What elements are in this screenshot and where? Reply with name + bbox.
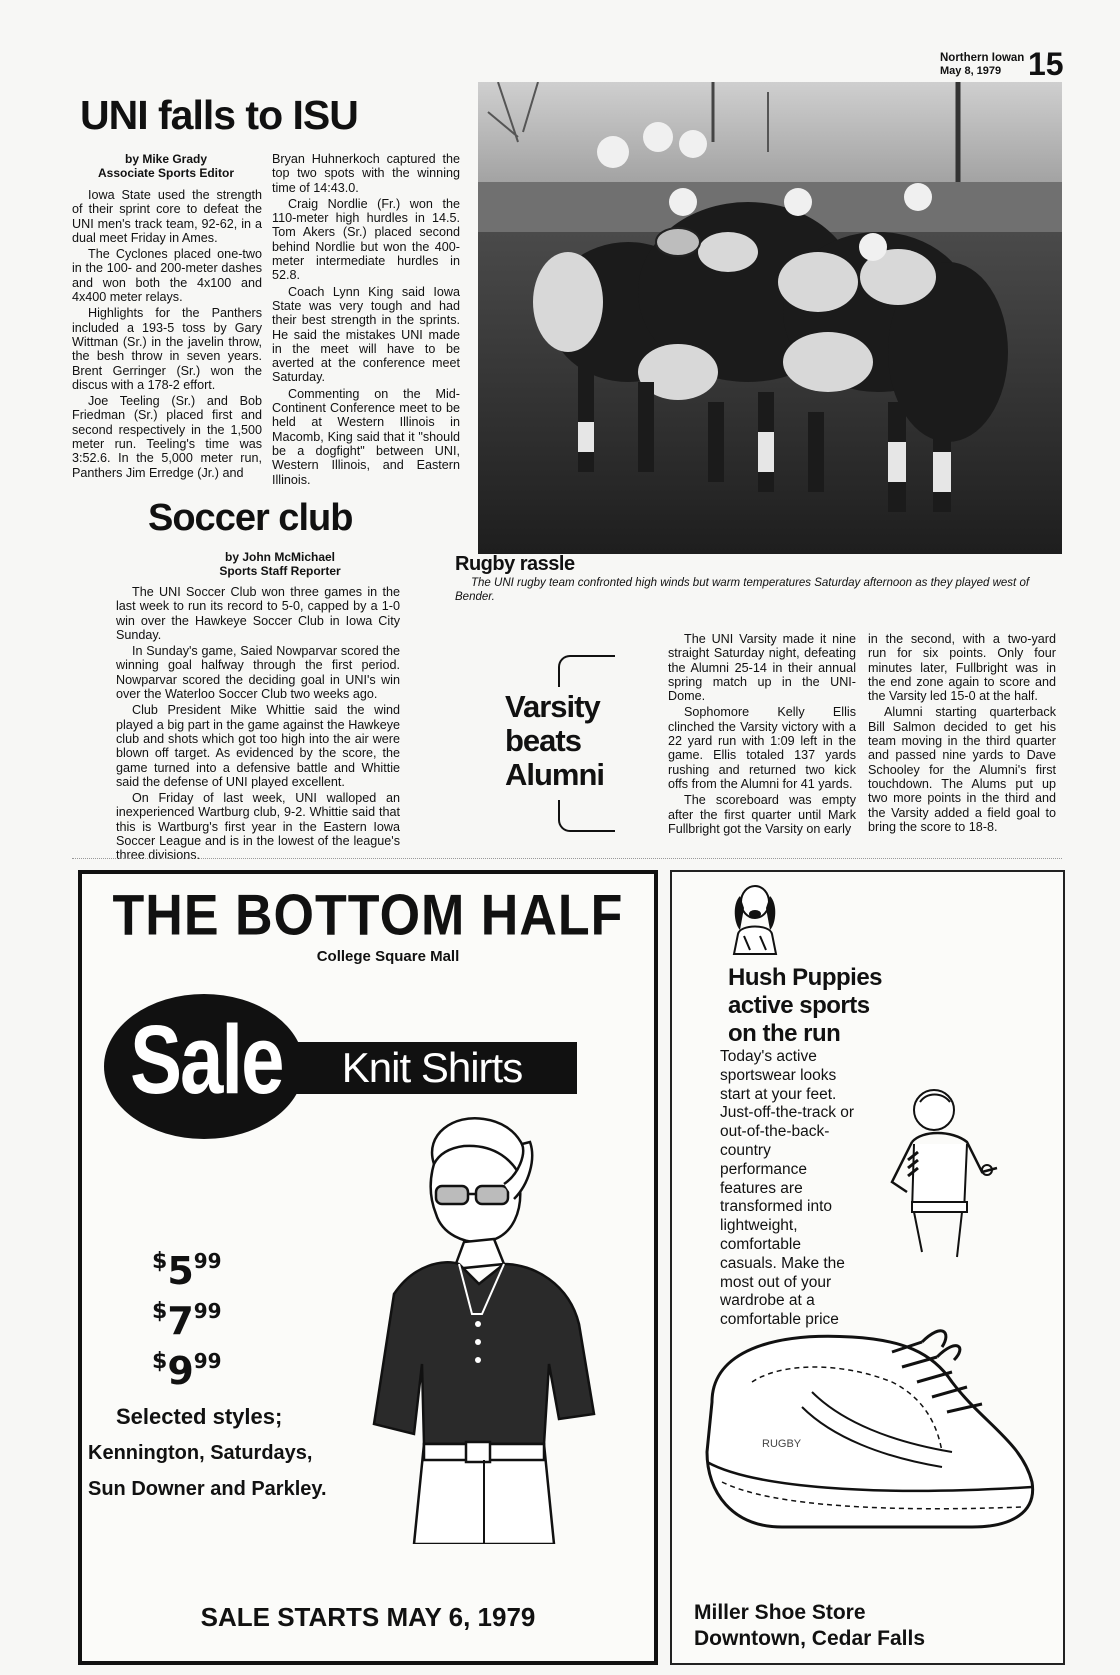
price-2 <box>152 1299 272 1349</box>
isu-column-1 <box>72 188 262 480</box>
photo-caption-title: Rugby rassle <box>455 553 575 575</box>
brand-line-2: Kennington, Saturdays, <box>88 1442 313 1464</box>
rugby-photo <box>478 82 1062 554</box>
isu-c1-p1: Iowa State used the strength of their sprint core to defeat the UNI men's track team, 92-62, in a dual meet Friday in Ames. <box>72 188 262 245</box>
price-1-whole: 5 <box>167 1249 194 1293</box>
hush-copy-line-2: sportswear looks <box>720 1066 837 1084</box>
brand-list <box>88 1399 358 1507</box>
miller-shoe-store <box>694 1600 1044 1652</box>
soccer-p3: Club President Mike Whittie said the wind played a big part in the game against the Hawkeye club and shots which got too high into the air were blown off target. As evidenced by the score, the game turned into a defensive battle and Whittie said the defense of UNI played excellent. <box>116 703 400 789</box>
soccer-byline <box>130 550 430 578</box>
varsity-headline <box>505 690 625 792</box>
bottom-half-ad <box>78 870 658 1665</box>
varsity-headline-line3: Alumni <box>505 757 605 792</box>
hush-copy-line-12: casuals. Make the <box>720 1254 845 1272</box>
rugby-shoe-illustration <box>692 1312 1052 1552</box>
hush-copy-line-15: comfortable price <box>720 1311 839 1329</box>
hush-copy-line-14: wardrobe at a <box>720 1292 815 1310</box>
varsity-column-2 <box>868 632 1056 834</box>
price-3-cents: 99 <box>193 1349 222 1373</box>
isu-byline-title: Associate Sports Editor <box>97 166 235 180</box>
isu-byline-name: by Mike Grady <box>124 152 208 166</box>
isu-c2-p3: Coach Lynn King said Iowa State was very tough and had their best strength in the sprints. He said the mistakes UNI made in the meet will have to be averted at the conference meet Saturday. <box>272 284 460 385</box>
section-divider <box>72 858 1062 859</box>
price-3-dollar: $ <box>152 1349 168 1374</box>
hush-headline-line1: Hush Puppies <box>728 964 883 991</box>
soccer-p1: The UNI Soccer Club won three games in the last week to run its record to 5-0, capped by a 1-0 win over the Hawkeye Soccer Club in Iowa City Sunday. <box>116 585 400 642</box>
hush-copy-line-13: most out of your <box>720 1273 832 1291</box>
hush-puppies-headline <box>728 964 1028 1048</box>
hush-copy-line-10: lightweight, <box>720 1217 798 1235</box>
isu-c2-p4: Commenting on the Mid-Continent Conference meet to be held at Western Illinois in Macomb, King said that it "should be a dogfight" between UNI, Western Illinois, and Eastern Illinois. <box>272 386 460 487</box>
isu-c2-p1: Bryan Huhnerkoch captured the top two spots with the winning time of 14:43.0. <box>272 152 460 195</box>
soccer-column <box>116 585 400 863</box>
shoe-label: RUGBY <box>762 1438 802 1450</box>
varsity-column-1 <box>668 632 856 836</box>
hush-copy-line-5: out-of-the-back- <box>720 1123 830 1141</box>
isu-c2-p2: Craig Nordlie (Fr.) won the 110-meter high hurdles in 14.5. Tom Akers (Sr.) placed second behind Nordlie but won the 400-meter intermediate hurdles in 52.8. <box>272 196 460 283</box>
rugby-scrum-image <box>478 82 1062 554</box>
paper-name: Northern Iowan <box>940 52 1025 64</box>
sale-word: Sale <box>130 1004 283 1114</box>
isu-c1-p4: Joe Teeling (Sr.) and Bob Friedman (Sr.) placed first and second respectively in the 1,500 meter run. Teeling's time was 3:52.6. In the 5,000 meter run, Panthers Jim Erredge (Jr.) and <box>72 394 262 480</box>
varsity-c1-p1: The UNI Varsity made it nine straight Saturday night, defeating the Alumni 25-14 in their annual spring match up in the UNI-Dome. <box>668 632 856 704</box>
hush-headline-line3: on the run <box>728 1020 841 1047</box>
isu-column-2 <box>272 152 460 487</box>
runner-illustration <box>872 1072 1032 1272</box>
price-3 <box>152 1349 272 1399</box>
man-in-knit-shirt-illustration <box>354 1114 614 1544</box>
masthead <box>940 48 1062 82</box>
isu-headline: UNI falls to ISU <box>80 92 358 138</box>
varsity-c1-p2: Sophomore Kelly Ellis clinched the Varsity victory with a 22 yard run with 1:09 left in the game. Ellis totaled 137 yards rushing and returned two kick offs from the Alumni for 41 yards. <box>668 705 856 791</box>
soccer-byline-title: Sports Staff Reporter <box>219 564 341 578</box>
hush-copy-line-6: country <box>720 1141 771 1159</box>
price-1-cents: 99 <box>193 1249 222 1273</box>
store-line-2: Downtown, Cedar Falls <box>694 1627 926 1650</box>
price-list <box>152 1249 272 1399</box>
price-2-dollar: $ <box>152 1299 168 1324</box>
isu-byline <box>70 152 262 180</box>
hush-copy-line-9: transformed into <box>720 1198 832 1216</box>
soccer-byline-name: by John McMichael <box>224 550 336 564</box>
hush-copy-line-1: Today's active <box>720 1048 817 1065</box>
price-2-whole: 7 <box>167 1299 194 1343</box>
isu-c1-p3: Highlights for the Panthers included a 193-5 toss by Gary Wittman (Sr.) in the javelin throw, the besh throw in seven years. Brent Gerringer (Sr.) won the discus with a 178-2 effort. <box>72 306 262 392</box>
hush-copy-line-11: comfortable <box>720 1235 801 1253</box>
price-3-whole: 9 <box>167 1349 194 1393</box>
isu-c1-p2: The Cyclones placed one-two in the 100- and 200-meter dashes and won both the 4x100 and 4x400 meter relays. <box>72 247 262 305</box>
varsity-c2-p2: Alumni starting quarterback Bill Salmon decided to get his team moving in the third quarter and passed nine yards to Dave Schooley for the Alumni's first touchdown. The Alums put up two more points in the third and the Varsity added a field goal to bring the score to 18-8. <box>868 705 1056 834</box>
varsity-bracket-top <box>558 655 615 687</box>
hush-headline-line2: active sports <box>728 992 870 1019</box>
price-1-dollar: $ <box>152 1249 168 1274</box>
hound-dog-logo-icon <box>730 884 780 956</box>
hush-copy-line-4: Just-off-the-track or <box>720 1104 855 1122</box>
knit-shirts-banner: Knit Shirts <box>287 1042 577 1094</box>
brand-line-1: Selected styles; <box>116 1404 283 1429</box>
bottom-half-store-name: THE BOTTOM HALF <box>112 884 624 948</box>
hush-copy-line-7: performance <box>720 1160 808 1178</box>
bottom-half-location: College Square Mall <box>316 948 460 965</box>
soccer-headline: Soccer club <box>148 497 353 539</box>
varsity-c1-p3: The scoreboard was empty after the first quarter until Mark Fullbright got the Varsity on early <box>668 793 856 836</box>
hush-copy-line-8: features are <box>720 1179 803 1197</box>
sale-start-date: SALE STARTS MAY 6, 1979 <box>200 1602 536 1632</box>
hush-puppies-ad <box>670 870 1065 1665</box>
price-2-cents: 99 <box>193 1299 222 1323</box>
store-line-1: Miller Shoe Store <box>694 1601 866 1624</box>
varsity-c2-p1: in the second, with a two-yard run for six points. Only four minutes later, Fullbright was in the end zone again to score and the Varsity led 15-0 at the half. <box>868 632 1056 704</box>
page-number: 15 <box>1028 46 1064 82</box>
brand-line-3: Sun Downer and Parkley. <box>88 1478 327 1500</box>
price-1 <box>152 1249 272 1299</box>
photo-caption-text: The UNI rugby team confronted high winds but warm temperatures Saturday afternoon as they played west of Bender. <box>455 577 1030 603</box>
soccer-p2: In Sunday's game, Saied Nowparvar scored the winning goal halfway through the first period. Nowparvar scored the deciding goal in UNI's win over the Waterloo Soccer Club two weeks ago. <box>116 644 400 702</box>
varsity-bracket-bottom <box>558 800 615 832</box>
soccer-p4: On Friday of last week, UNI walloped an inexperienced Wartburg club, 9-2. Whittie said that this is Wartburg's first year in the Eastern Iowa Soccer League and is in the lowest of the league's three divisions. <box>116 791 400 863</box>
issue-date: May 8, 1979 <box>940 65 1002 77</box>
varsity-headline-line2: beats <box>505 723 581 758</box>
hush-copy-line-3: start at your feet. <box>720 1085 837 1103</box>
varsity-headline-line1: Varsity <box>505 689 600 724</box>
